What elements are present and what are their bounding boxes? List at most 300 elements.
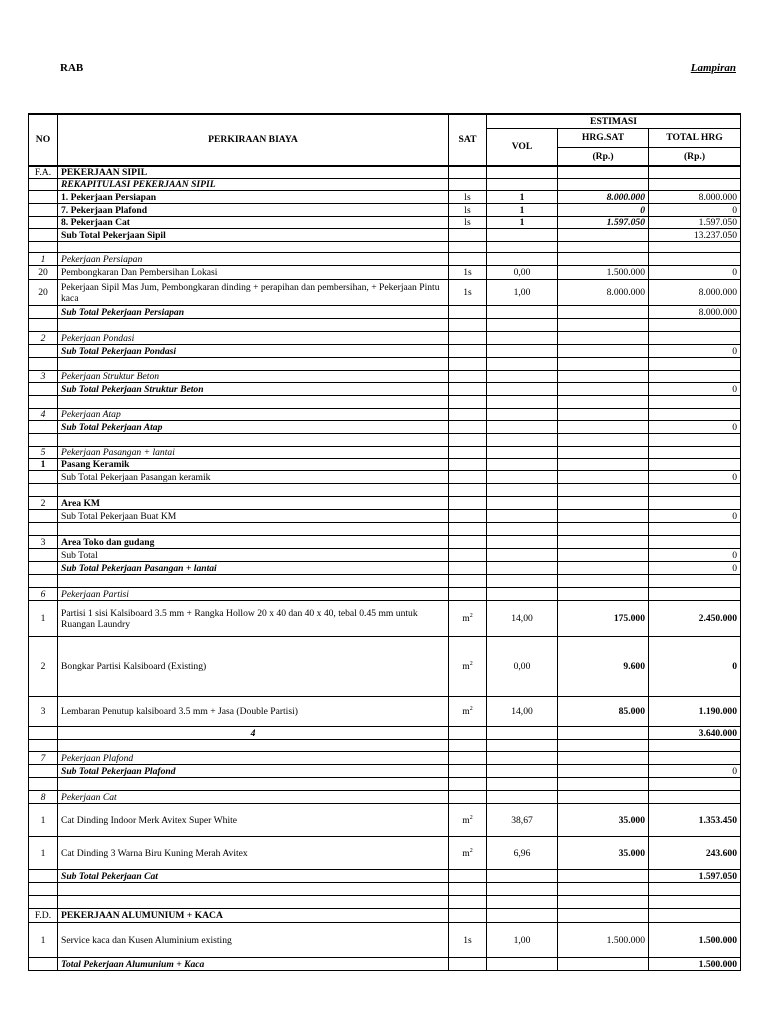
cell-total-hrg-text: 8.000.000 [698, 306, 738, 318]
cell-desc [58, 497, 449, 510]
cell-desc-text: Sub Total Pekerjaan Cat [61, 870, 158, 882]
cell-hrg-sat [558, 958, 649, 971]
cell-desc [58, 306, 449, 319]
cell-vol [487, 383, 558, 396]
cell-hrg-sat [558, 396, 649, 409]
cell-vol [487, 804, 558, 837]
cell-hrg-sat [558, 217, 649, 229]
cell-hrg-sat [558, 752, 649, 765]
cell-sat-text: 1s [463, 287, 472, 299]
column-header-hrg-sat: HRG.SAT [558, 128, 649, 147]
table-row [29, 778, 741, 791]
cell-no [29, 637, 58, 697]
cell-sat [449, 923, 487, 958]
cell-total-hrg [649, 332, 741, 345]
cell-sat [449, 804, 487, 837]
cell-total-hrg [649, 447, 741, 459]
cell-desc [58, 778, 449, 791]
cell-vol [487, 896, 558, 909]
cell-no [29, 229, 58, 242]
cell-hrg-sat-text: 35.000 [618, 847, 645, 859]
unit-exponent: 2 [469, 847, 473, 854]
cell-total-hrg-text: 0 [732, 510, 738, 522]
cell-no-text: 4 [40, 409, 46, 421]
cell-total-hrg [649, 765, 741, 778]
cell-sat [449, 752, 487, 765]
cell-sat [449, 358, 487, 371]
cell-desc-text: Pekerjaan Pasangan + lantai [61, 447, 175, 459]
cell-no-text: 2 [40, 332, 46, 344]
cell-hrg-sat-text: 85.000 [618, 706, 645, 718]
table-row [29, 837, 741, 870]
cell-desc-text: Sub Total Pekerjaan Pasangan + lantai [61, 562, 217, 574]
cell-no [29, 383, 58, 396]
cell-desc [58, 266, 449, 280]
cell-total-hrg-text: 0 [732, 549, 738, 561]
cell-total-hrg [649, 179, 741, 191]
cell-vol [487, 536, 558, 549]
table-row [29, 266, 741, 280]
table-row [29, 791, 741, 804]
table-row [29, 562, 741, 575]
cell-total-hrg-text: 0 [732, 421, 738, 433]
column-header-total-hrg: TOTAL HRG [649, 128, 741, 147]
cell-no [29, 447, 58, 459]
rab-table-body [29, 166, 741, 971]
cell-desc-text: REKAPITULASI PEKERJAAN SIPIL [61, 179, 216, 191]
cell-hrg-sat [558, 523, 649, 536]
cell-total-hrg [649, 575, 741, 588]
cell-desc-text: Total Pekerjaan Alumunium + Kaca [61, 958, 205, 970]
cell-no [29, 870, 58, 883]
cell-sat [449, 204, 487, 217]
cell-desc-text: Pasang Keramik [61, 459, 130, 471]
cell-hrg-sat [558, 510, 649, 523]
cell-hrg-sat [558, 637, 649, 697]
table-row [29, 752, 741, 765]
unit-exponent: 2 [469, 613, 473, 620]
table-row [29, 870, 741, 883]
cell-sat [449, 217, 487, 229]
cell-total-hrg [649, 459, 741, 471]
cell-no [29, 396, 58, 409]
cell-no [29, 459, 58, 471]
cell-no-text: F.D. [34, 910, 52, 922]
cell-vol [487, 266, 558, 280]
cell-sat-text: ls [464, 217, 471, 229]
cell-total-hrg-text: 0 [732, 765, 738, 777]
cell-hrg-sat [558, 549, 649, 562]
cell-hrg-sat [558, 484, 649, 497]
cell-desc-text: Pekerjaan Persiapan [61, 253, 143, 265]
cell-total-hrg [649, 471, 741, 484]
cell-sat [449, 562, 487, 575]
cell-hrg-sat-text: 1.500.000 [606, 267, 645, 279]
cell-no [29, 371, 58, 383]
table-row [29, 637, 741, 697]
cell-desc-text: Pembongkaran Dan Pembersihan Lokasi [61, 267, 218, 279]
cell-no [29, 306, 58, 319]
cell-no-text: 1 [40, 934, 46, 946]
cell-total-hrg-text: 1.597.050 [698, 870, 738, 882]
cell-desc [58, 242, 449, 253]
cell-total-hrg-text: 0 [732, 562, 738, 574]
cell-total-hrg [649, 791, 741, 804]
cell-total-hrg [649, 883, 741, 896]
cell-vol [487, 396, 558, 409]
cell-no [29, 510, 58, 523]
cell-total-hrg [649, 166, 741, 179]
cell-desc [58, 923, 449, 958]
cell-total-hrg-text: 0 [732, 345, 738, 357]
column-header-no: NO [29, 114, 58, 166]
cell-desc [58, 217, 449, 229]
cell-sat [449, 909, 487, 923]
cell-no [29, 562, 58, 575]
cell-total-hrg [649, 191, 741, 204]
cell-vol [487, 883, 558, 896]
cell-sat-text: 1s [463, 934, 472, 946]
cell-vol [487, 765, 558, 778]
cell-total-hrg [649, 804, 741, 837]
cell-total-hrg [649, 510, 741, 523]
cell-sat [449, 484, 487, 497]
cell-desc [58, 280, 449, 306]
cell-vol [487, 510, 558, 523]
cell-sat-text: m [462, 661, 470, 673]
cell-desc [58, 740, 449, 752]
cell-desc [58, 383, 449, 396]
rab-table [28, 113, 741, 971]
cell-desc [58, 253, 449, 266]
cell-no [29, 253, 58, 266]
cell-no [29, 536, 58, 549]
cell-total-hrg [649, 371, 741, 383]
cell-desc-text: Area KM [61, 497, 100, 509]
cell-sat [449, 409, 487, 421]
table-row [29, 459, 741, 471]
table-row [29, 523, 741, 536]
cell-desc [58, 358, 449, 371]
cell-desc-text: PEKERJAAN ALUMUNIUM + KACA [61, 910, 223, 922]
table-row [29, 471, 741, 484]
cell-total-hrg [649, 217, 741, 229]
table-row [29, 229, 741, 242]
cell-vol-text: 1,00 [513, 934, 531, 946]
cell-total-hrg [649, 396, 741, 409]
cell-total-hrg [649, 242, 741, 253]
table-row [29, 191, 741, 204]
cell-total-hrg [649, 562, 741, 575]
cell-hrg-sat [558, 575, 649, 588]
cell-no [29, 765, 58, 778]
cell-sat [449, 837, 487, 870]
cell-total-hrg [649, 497, 741, 510]
cell-no [29, 332, 58, 345]
cell-sat-text: m [462, 706, 470, 718]
cell-vol [487, 409, 558, 421]
cell-sat [449, 523, 487, 536]
cell-sat [449, 765, 487, 778]
cell-vol [487, 371, 558, 383]
cell-no [29, 909, 58, 923]
table-row [29, 536, 741, 549]
cell-total-hrg [649, 434, 741, 447]
cell-desc [58, 332, 449, 345]
cell-no [29, 191, 58, 204]
table-row [29, 923, 741, 958]
cell-total-hrg [649, 923, 741, 958]
table-row [29, 588, 741, 601]
cell-desc [58, 601, 449, 637]
cell-vol-text: 38,67 [511, 814, 533, 826]
cell-vol [487, 588, 558, 601]
cell-desc-text: 8. Pekerjaan Cat [61, 217, 131, 229]
cell-desc [58, 909, 449, 923]
cell-desc-text: Sub Total Pekerjaan Persiapan [61, 306, 185, 318]
cell-total-hrg [649, 358, 741, 371]
cell-no [29, 280, 58, 306]
cell-desc [58, 204, 449, 217]
cell-total-hrg [649, 958, 741, 971]
cell-desc [58, 459, 449, 471]
cell-no-text: 5 [40, 447, 46, 459]
cell-hrg-sat [558, 409, 649, 421]
table-row [29, 253, 741, 266]
cell-vol [487, 497, 558, 510]
cell-sat [449, 447, 487, 459]
cell-hrg-sat [558, 740, 649, 752]
cell-vol [487, 752, 558, 765]
cell-vol [487, 191, 558, 204]
cell-hrg-sat [558, 253, 649, 266]
cell-hrg-sat [558, 166, 649, 179]
table-row [29, 447, 741, 459]
cell-total-hrg [649, 523, 741, 536]
cell-hrg-sat [558, 765, 649, 778]
cell-hrg-sat [558, 345, 649, 358]
cell-total-hrg [649, 306, 741, 319]
cell-sat [449, 697, 487, 727]
cell-no [29, 166, 58, 179]
cell-vol-text: 14,00 [511, 706, 533, 718]
cell-desc-text: Pekerjaan Plafond [61, 752, 134, 764]
cell-total-hrg-text: 13.237.050 [693, 229, 738, 241]
cell-total-hrg [649, 601, 741, 637]
cell-no [29, 896, 58, 909]
cell-sat [449, 383, 487, 396]
cell-hrg-sat [558, 280, 649, 306]
cell-hrg-sat [558, 471, 649, 484]
table-row [29, 484, 741, 497]
cell-no-text: 1 [40, 253, 46, 265]
cell-total-hrg [649, 588, 741, 601]
cell-desc [58, 447, 449, 459]
cell-hrg-sat [558, 459, 649, 471]
cell-desc [58, 179, 449, 191]
cell-vol [487, 229, 558, 242]
cell-desc [58, 345, 449, 358]
cell-total-hrg-text: 3.640.000 [698, 727, 738, 739]
cell-hrg-sat [558, 804, 649, 837]
cell-vol [487, 523, 558, 536]
cell-no [29, 883, 58, 896]
cell-vol-text: 0,00 [513, 267, 531, 279]
cell-no-text: 3 [40, 706, 46, 718]
cell-desc [58, 523, 449, 536]
table-row [29, 601, 741, 637]
cell-desc-text: Cat Dinding Indoor Merk Avitex Super White [61, 814, 238, 826]
cell-desc [58, 958, 449, 971]
cell-desc [58, 191, 449, 204]
cell-hrg-sat [558, 421, 649, 434]
cell-hrg-sat [558, 562, 649, 575]
cell-vol [487, 778, 558, 791]
column-header-hrg-sat-unit: (Rp.) [558, 147, 649, 166]
cell-desc [58, 588, 449, 601]
cell-total-hrg-text: 1.500.000 [698, 958, 738, 970]
cell-desc [58, 421, 449, 434]
cell-hrg-sat [558, 536, 649, 549]
cell-desc-text: Pekerjaan Atap [61, 409, 121, 421]
cell-desc-text: Pekerjaan Struktur Beton [61, 371, 160, 383]
table-row [29, 497, 741, 510]
cell-total-hrg [649, 637, 741, 697]
cell-sat-text: ls [464, 204, 471, 216]
cell-desc-text: Partisi 1 sisi Kalsiboard 3.5 mm + Rangka Hollow 20 x 40 dan 40 x 40, tebal 0.45 mm untuk Ruangan Laundry [61, 607, 418, 630]
cell-vol [487, 217, 558, 229]
cell-desc [58, 319, 449, 332]
table-row [29, 434, 741, 447]
cell-hrg-sat [558, 306, 649, 319]
cell-total-hrg-text: 2.450.000 [698, 613, 738, 625]
table-row [29, 421, 741, 434]
cell-total-hrg-text: 1.353.450 [698, 814, 738, 826]
cell-hrg-sat [558, 601, 649, 637]
cell-sat [449, 253, 487, 266]
cell-desc-text: Sub Total Pekerjaan Pondasi [61, 345, 177, 357]
cell-vol [487, 447, 558, 459]
cell-desc [58, 637, 449, 697]
cell-no-text: 3 [40, 371, 46, 383]
cell-desc-text: Pekerjaan Partisi [61, 588, 129, 600]
cell-sat [449, 229, 487, 242]
table-row [29, 280, 741, 306]
cell-vol [487, 358, 558, 371]
cell-hrg-sat [558, 896, 649, 909]
cell-desc [58, 697, 449, 727]
cell-total-hrg-text: 0 [732, 267, 738, 279]
cell-vol [487, 575, 558, 588]
cell-no [29, 358, 58, 371]
table-row [29, 242, 741, 253]
cell-sat [449, 421, 487, 434]
cell-total-hrg [649, 778, 741, 791]
cell-desc-text: 7. Pekerjaan Plafond [61, 204, 148, 216]
table-row [29, 319, 741, 332]
cell-no [29, 179, 58, 191]
cell-vol-text: 1 [519, 204, 525, 216]
cell-hrg-sat [558, 870, 649, 883]
cell-vol-text: 14,00 [511, 613, 533, 625]
cell-hrg-sat [558, 727, 649, 740]
cell-sat [449, 740, 487, 752]
cell-total-hrg-text: 1.190.000 [698, 706, 738, 718]
cell-hrg-sat [558, 229, 649, 242]
cell-no [29, 497, 58, 510]
table-row [29, 204, 741, 217]
cell-sat [449, 332, 487, 345]
column-header-total-hrg-unit: (Rp.) [649, 147, 741, 166]
cell-total-hrg-text: 0 [732, 204, 738, 216]
cell-total-hrg-text: 8.000.000 [698, 287, 738, 299]
cell-desc-text: Service kaca dan Kusen Aluminium existing [61, 934, 232, 946]
cell-total-hrg [649, 383, 741, 396]
cell-sat [449, 778, 487, 791]
cell-no [29, 588, 58, 601]
table-row [29, 345, 741, 358]
cell-no [29, 523, 58, 536]
column-header-sat: SAT [449, 114, 487, 166]
cell-sat [449, 434, 487, 447]
cell-no [29, 958, 58, 971]
cell-sat [449, 345, 487, 358]
cell-desc-text: Sub Total Pekerjaan Struktur Beton [61, 383, 204, 395]
cell-no-text: F.A. [34, 167, 52, 178]
cell-hrg-sat-text: 8.000.000 [606, 287, 645, 299]
cell-sat [449, 191, 487, 204]
cell-no [29, 484, 58, 497]
cell-desc-text: Sub Total Pekerjaan Pasangan keramik [61, 471, 211, 483]
cell-hrg-sat-text: 35.000 [618, 814, 645, 826]
table-row [29, 396, 741, 409]
table-row [29, 166, 741, 179]
cell-desc-text: Bongkar Partisi Kalsiboard (Existing) [61, 661, 207, 673]
cell-desc-text: Pekerjaan Pondasi [61, 332, 135, 344]
cell-no [29, 434, 58, 447]
cell-sat [449, 727, 487, 740]
cell-vol [487, 434, 558, 447]
cell-no-text: 8 [40, 791, 46, 803]
cell-hrg-sat [558, 697, 649, 727]
table-row [29, 306, 741, 319]
cell-no [29, 601, 58, 637]
cell-hrg-sat-text: 9.600 [623, 661, 645, 673]
document-label: RAB [60, 62, 84, 74]
cell-no-text: 2 [40, 497, 46, 509]
cell-vol [487, 837, 558, 870]
cell-total-hrg [649, 837, 741, 870]
table-row [29, 697, 741, 727]
cell-desc [58, 471, 449, 484]
cell-vol [487, 909, 558, 923]
cell-sat [449, 280, 487, 306]
cell-hrg-sat [558, 883, 649, 896]
cell-vol [487, 727, 558, 740]
cell-sat-text: m [462, 613, 470, 625]
unit-exponent: 2 [469, 661, 473, 668]
cell-sat [449, 371, 487, 383]
cell-vol-text: 1 [519, 217, 525, 229]
cell-no [29, 204, 58, 217]
cell-desc-text: Sub Total Pekerjaan Plafond [61, 765, 176, 777]
cell-sat [449, 166, 487, 179]
cell-vol [487, 306, 558, 319]
cell-total-hrg [649, 536, 741, 549]
cell-sat [449, 870, 487, 883]
cell-vol [487, 280, 558, 306]
cell-desc-text: Pekerjaan Sipil Mas Jum, Pembongkaran dinding + perapihan dan pembersihan, + Pekerjaan Pintu kaca [61, 281, 440, 304]
